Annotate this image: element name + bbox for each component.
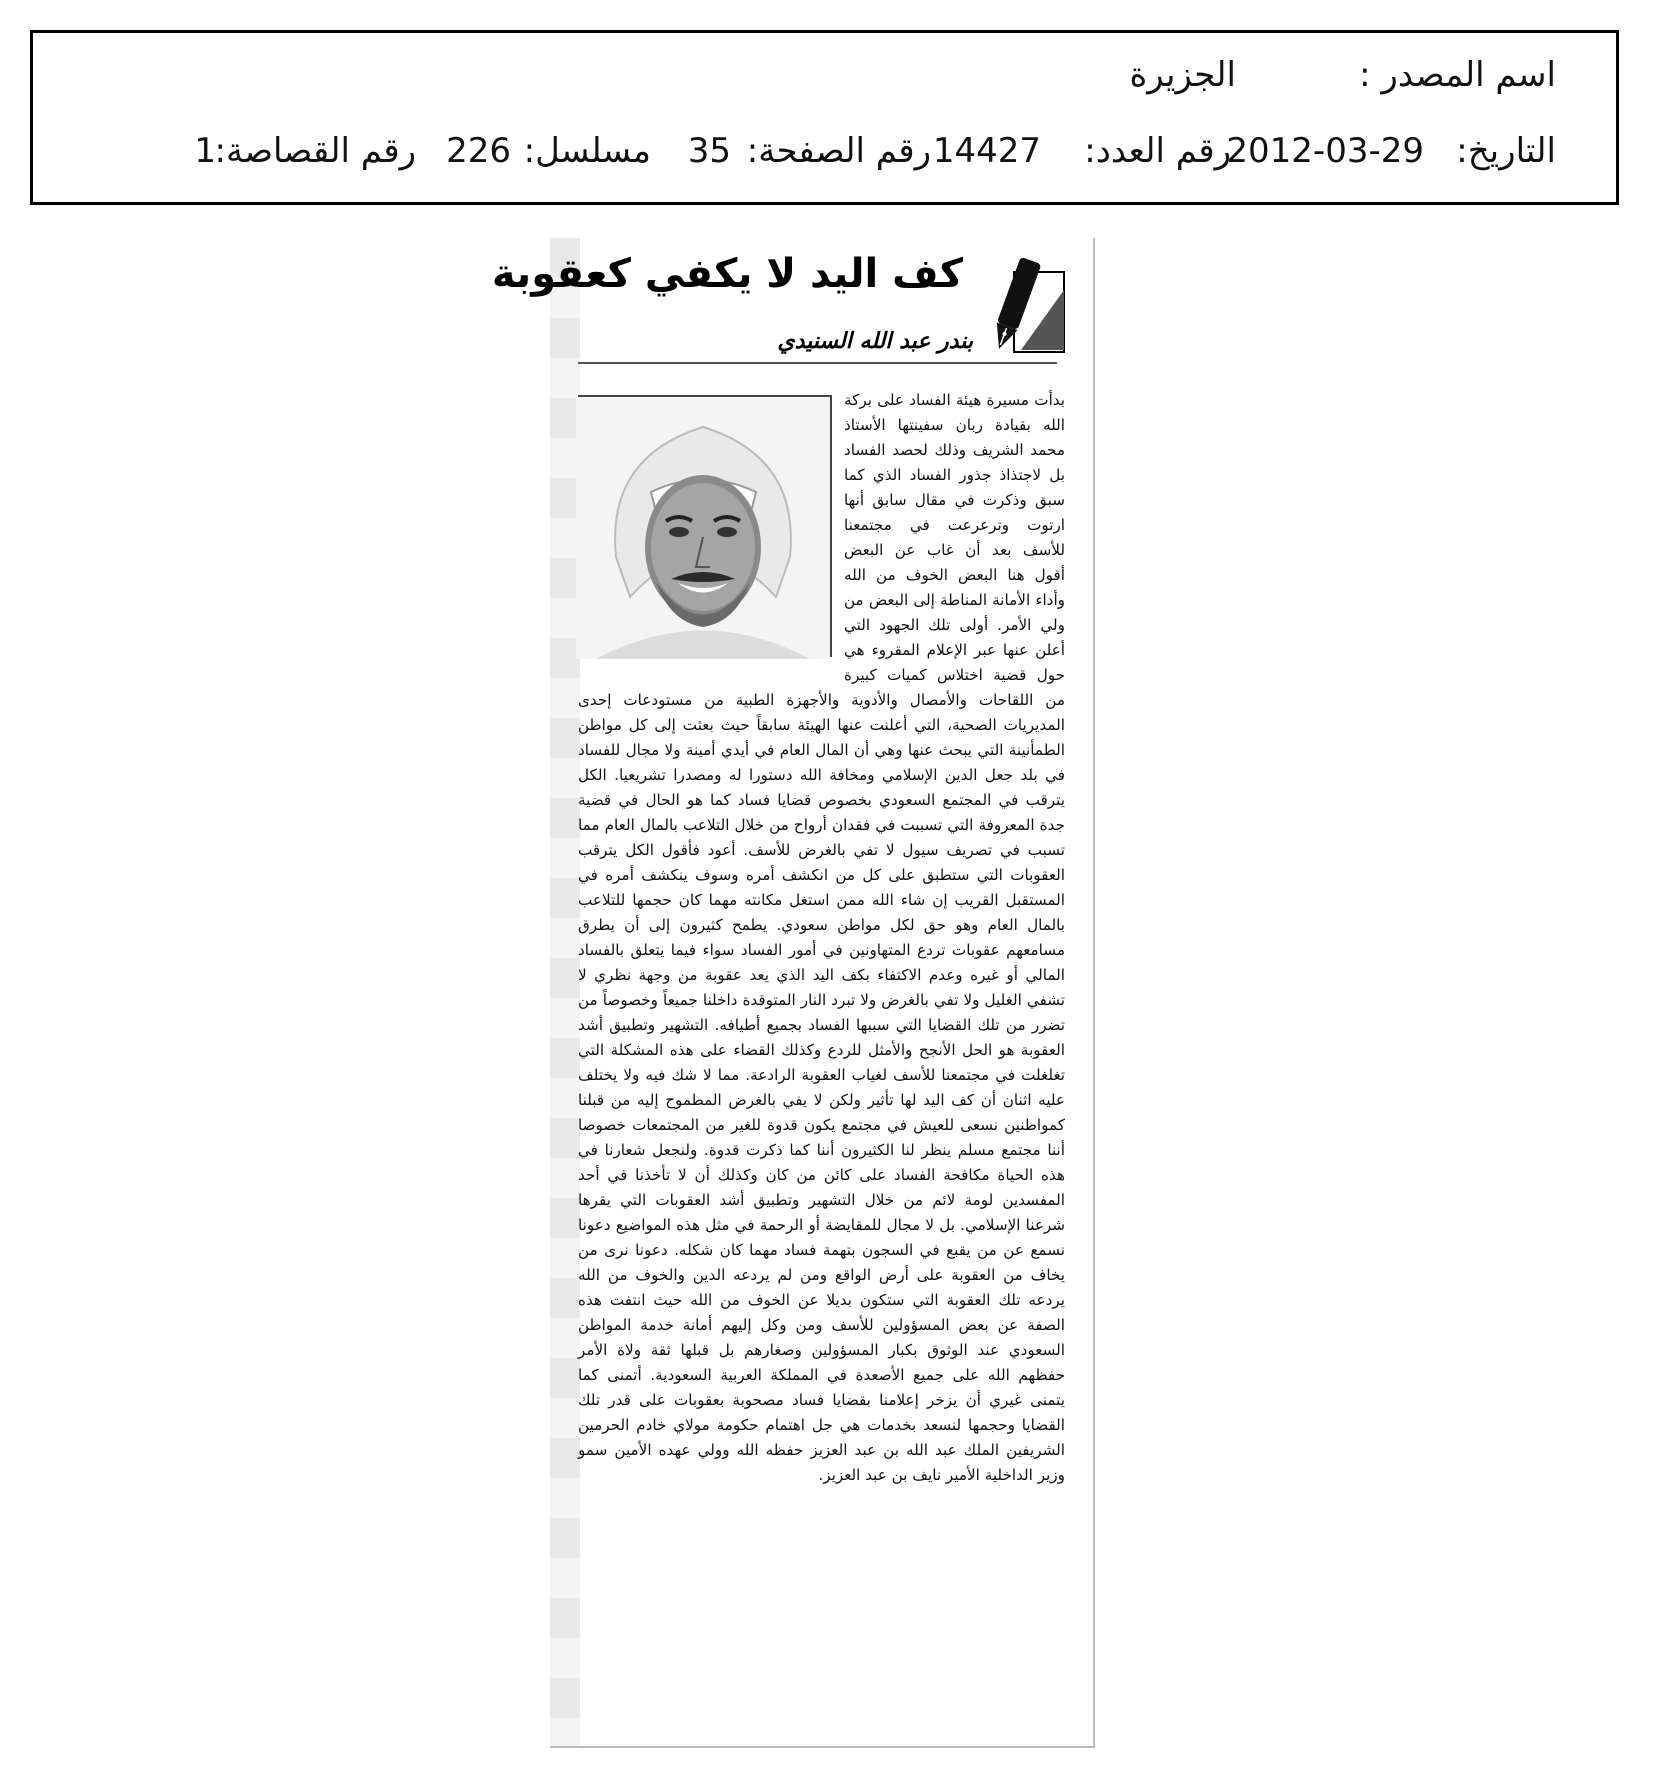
clipping-info-box	[30, 30, 1619, 205]
source-value: الجزيرة	[1129, 55, 1236, 95]
article-body-text: بدأت مسيرة هيئة الفساد على بركة الله بقيادة ربان سفينتها الأستاذ محمد الشريف وذلك لحصد الفساد بل لاجتذاذ جذور الفساد الذي كما سبق وذكرت في مقال سابق أنها ارتوت وترعرعت في مجتمعنا للأسف بعد أن غاب عن البعض أقول هنا البعض الخوف من الله وأداء الأمانة المناطة إلى البعض من ولي الأمر. أولى تلك الجهود التي أعلن عنها عبر الإعلام المقروء هي حول قضية اختلاس كميات كبيرة من اللقاحات والأمصال والأدوية والأجهزة الطبية من مستودعات إحدى المديريات الصحية، التي أعلنت عنها الهيئة سابقاً حيث بعثت إلى كل مواطن الطمأنينة التي يبحث عنها وهي أن المال العام في أيدي أمينة ولا مجال للفساد في بلد جعل الدين الإسلامي ومخافة الله دستورا له ومصدرا تشريعيا. الكل يترقب في المجتمع السعودي بخصوص قضايا فساد كما هو الحال في قضية جدة المعروفة التي تسببت في فقدان أرواح من خلال التلاعب بالمال العام مما تسبب في تصريف سيول لا تفي بالغرض للأسف. أعود فأقول الكل يترقب العقوبات التي ستطبق على كل من انكشف أمره وسوف ينكشف أمره في المستقبل القريب إن شاء الله ممن استغل مكانته مهما كان حجمها للتلاعب بالمال العام وهو حق لكل مواطن سعودي. يطمح كثيرون إلى أن يطرق مسامعهم عقوبات تردع المتهاونين في أمور الفساد سواء فيما يتعلق بالفساد المالي أو غيره وعدم الاكتفاء بكف اليد الذي يعد عقوبة من وجهة نظري لا تشفي الغليل ولا تفي بالغرض ولا تبرد النار المتوقدة داخلنا جميعاً وخصوصاً من تضرر من تلك القضايا التي سببها الفساد بجميع أطيافه. التشهير وتطبيق أشد العقوبة هو الحل الأنجح والأمثل للردع وكذلك القضاء على هذه المشكلة التي تغلغلت في مجتمعنا للأسف لغياب العقوبة الرادعة. مما لا شك فيه ولا يختلف عليه اثنان أن كف اليد لها تأثير ولكن لا يفي بالغرض المطموح إليه من قبلنا كمواطنين نسعى للعيش في مجتمع يكون قدوة للغير من المجتمعات خصوصا أننا مجتمع مسلم ينظر لنا الكثيرون أننا كما ذكرت قدوة. ولنجعل شعارنا في هذه الحياة مكافحة الفساد على كائن من كان وكذلك أن لا تأخذنا في أحد المفسدين لومة لائم من خلال التشهير وتطبيق أشد العقوبات التي يقرها شرعنا الإسلامي. بل لا مجال للمقايضة أو الرحمة في مثل هذه المواضيع دعونا نسمع عن من يقبع في السجون بتهمة فساد مهما كان شكله. دعونا نرى من يخاف من العقوبة على أرض الواقع ومن لم يردعه الدين والخوف من الله يردعه تلك العقوبة التي ستكون بديلا عن الخوف من الله حيث انتفت هذه الصفة عن بعض المسؤولين للأسف ومن وكل إليهم أمانة خدمة المواطن السعودي عند الوثوق بكبار المسؤولين وصغارهم بل قبلها ثقة ولاة الأمر حفظهم الله على جميع الأصعدة في المملكة العربية السعودية. أتمنى كما يتمنى غيري أن يزخر إعلامنا بقضايا فساد مصحوبة بعقوبات على قدر تلك القضايا وحجمها لنسعد بخدمات هي جل اهتمام حكومة مولاي خادم الحرمين الشريفين الملك عبد الله بن عبد العزيز حفظه الله وولي عهده الأمين سمو وزير الداخلية الأمير نايف بن عبد العزيز.	[578, 391, 1065, 1484]
clip-number-label: رقم القصاصة:	[214, 131, 416, 171]
page-label: رقم الصفحة:	[746, 131, 931, 171]
source-label: اسم المصدر :	[1359, 55, 1556, 95]
serial-value: 226	[446, 131, 511, 171]
date-value: 2012-03-29	[1226, 131, 1424, 171]
article-headline: كف اليد لا يكفي كعقوبة	[491, 251, 963, 297]
pen-nib-icon	[976, 250, 1071, 360]
date-label: التاريخ:	[1456, 131, 1556, 171]
headline-rule	[578, 362, 1057, 364]
clip-number-value: 1	[194, 131, 216, 171]
issue-label: رقم العدد:	[1084, 131, 1231, 171]
page-value: 35	[687, 131, 731, 171]
newspaper-clipping	[491, 238, 1095, 1748]
issue-value: 14427	[932, 131, 1041, 171]
author-byline: بندر عبد الله السنيدي	[777, 328, 973, 354]
serial-label: مسلسل:	[523, 131, 651, 171]
article-body-column	[578, 388, 1065, 1488]
photo-spacer	[578, 388, 844, 673]
